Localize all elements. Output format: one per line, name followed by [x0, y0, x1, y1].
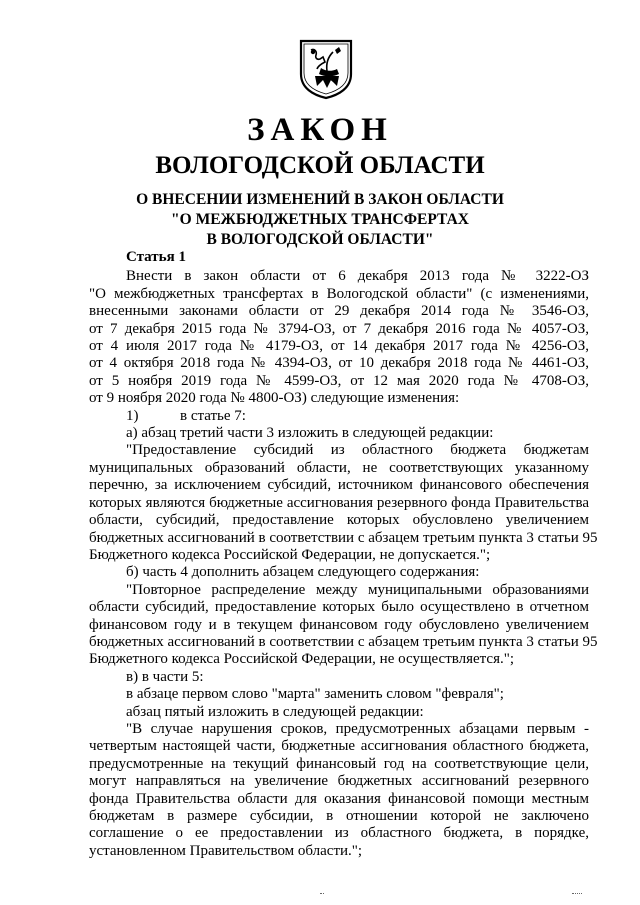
article-label: Статья 1: [126, 249, 186, 265]
body-line: абзац пятый изложить в следующей редакции:: [126, 703, 424, 720]
coat-of-arms-icon: [297, 38, 355, 100]
item-number: 1): [126, 407, 139, 424]
quote-line: предусмотренные на текущий финансовый год на соответствующие цели,: [89, 755, 589, 772]
quote-line: области, субсидий, предоставление которых обусловлено увеличением: [89, 512, 589, 529]
quote-line: муниципальных образований области, не соответствующих указанному: [89, 459, 589, 476]
quote-line: "Предоставление субсидий из областного бюджета бюджетам: [126, 442, 589, 459]
quote-line: перечню, за исключением субсидий, источником финансового обеспечения: [89, 477, 589, 494]
body-line: "О межбюджетных трансфертах в Вологодской области" (с изменениями,: [89, 285, 589, 302]
quote-line: бюджетам в размере субсидии, в отношении которой не заключено: [89, 808, 589, 824]
body-line: Внести в закон области от 6 декабря 2013 года № 3222-ОЗ: [126, 268, 589, 285]
quote-line: Бюджетного кодекса Российской Федерации, не осуществляется.";: [89, 651, 515, 668]
list-item: [89, 408, 589, 425]
quote-line: установленном Правительством области.";: [89, 842, 363, 859]
body-line: от 5 ноября 2019 года № 4599-ОЗ, от 12 мая 2020 года № 4708-ОЗ,: [89, 372, 589, 389]
quote-line: "В случае нарушения сроков, предусмотренных абзацами первым -: [126, 720, 589, 737]
quote-line: которых являются бюджетные ассигнования резервного фонда Правительства: [89, 494, 589, 511]
scan-artifact: [320, 893, 324, 896]
quote-line: соглашение о ее предоставлении из областного бюджета, в порядке,: [89, 825, 589, 842]
quote-line: "Повторное распределение между муниципальными образованиями: [126, 581, 589, 598]
item-text: в статье 7:: [180, 407, 246, 424]
body-line: в абзаце первом слово "марта" заменить словом "февраля";: [126, 686, 504, 703]
law-heading-line: "О МЕЖБЮДЖЕТНЫХ ТРАНСФЕРТАХ: [171, 211, 469, 228]
quote-line: четвертым настоящей части, бюджетные ассигнования областного бюджета,: [89, 738, 589, 755]
quote-line: фонда Правительства области для оказания финансовой помощи местным: [89, 790, 589, 807]
law-heading-line: О ВНЕСЕНИИ ИЗМЕНЕНИЙ В ЗАКОН ОБЛАСТИ: [136, 191, 504, 208]
body-line: от 4 июля 2017 года № 4179-ОЗ, от 14 декабря 2017 года № 4256-ОЗ,: [89, 338, 589, 355]
body-line: внесенными законами области от 29 декабря 2014 года № 3546-ОЗ,: [89, 303, 589, 320]
law-heading-line: В ВОЛОГОДСКОЙ ОБЛАСТИ": [206, 231, 434, 248]
body-line: в) в части 5:: [126, 668, 204, 685]
body-line: б) часть 4 дополнить абзацем следующего содержания:: [126, 564, 480, 581]
body-line: а) абзац третий части 3 изложить в следующей редакции:: [126, 425, 494, 442]
quote-line: области субсидий, предоставление которых было осуществлено в отчетном: [89, 599, 589, 616]
quote-line: Бюджетного кодекса Российской Федерации, не допускается.";: [89, 546, 491, 563]
quote-line: могут направляться на увеличение бюджетных ассигнований резервного: [89, 773, 589, 790]
law-body: [89, 249, 598, 860]
law-heading: [0, 190, 640, 250]
body-line: от 9 ноября 2020 года № 4800-ОЗ) следующие изменения:: [89, 390, 460, 407]
quote-line: бюджетных ассигнований в соответствии с абзацем третьим пункта 3 статьи 95: [89, 633, 598, 650]
body-line: от 4 октября 2018 года № 4394-ОЗ, от 10 декабря 2018 года № 4461-ОЗ,: [89, 355, 589, 372]
quote-line: бюджетных ассигнований в соответствии с абзацем третьим пункта 3 статьи 95: [89, 529, 598, 546]
quote-line: финансовом году и в текущем финансовом году обусловлено увеличением: [89, 616, 589, 633]
body-line: от 7 декабря 2015 года № 3794-ОЗ, от 7 декабря 2016 года № 4057-ОЗ,: [89, 320, 589, 337]
document-title: ЗАКОН: [247, 112, 393, 148]
scan-artifact: [572, 893, 582, 896]
document-subtitle: ВОЛОГОДСКОЙ ОБЛАСТИ: [155, 152, 485, 179]
